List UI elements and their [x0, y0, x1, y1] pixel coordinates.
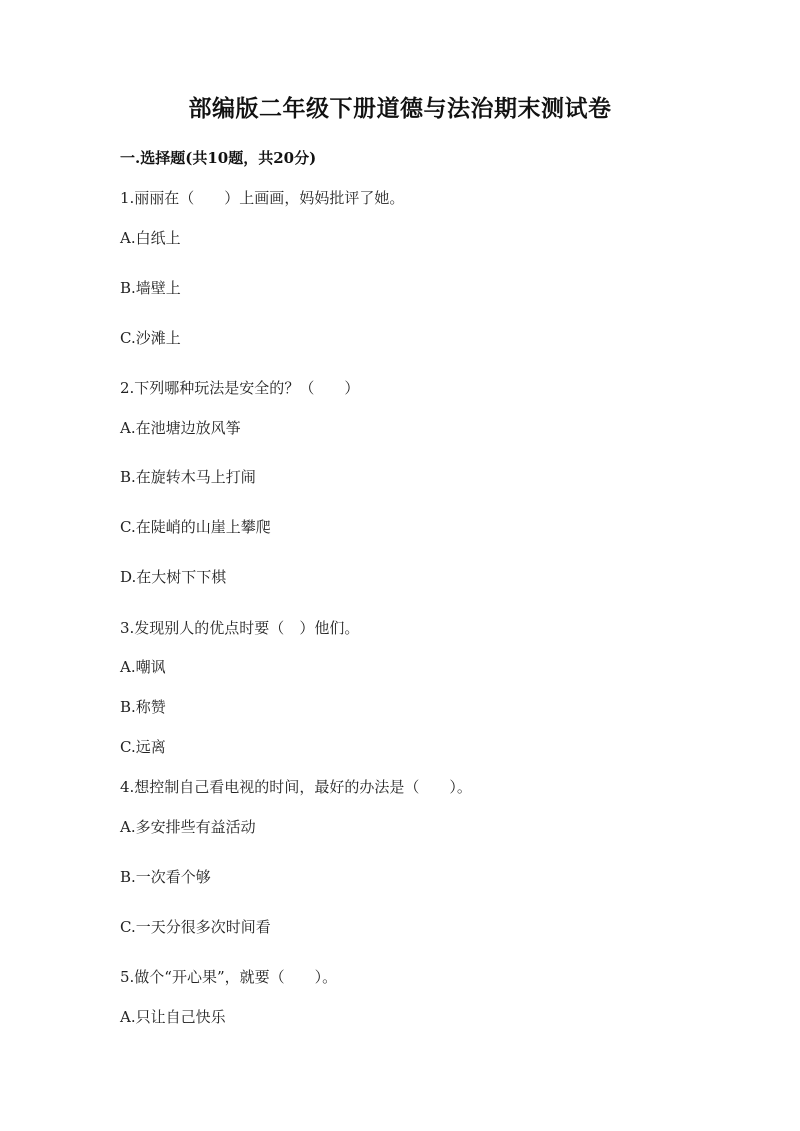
question-stem: 5.做个“开心果”，就要（ ）。: [120, 968, 338, 986]
option-item: A.嘲讽: [120, 658, 166, 676]
option-item: A.在池塘边放风筝: [120, 419, 241, 437]
section-heading: 一.选择题(共10题，共20分): [120, 149, 317, 167]
option-item: C.在陡峭的山崖上攀爬: [120, 518, 271, 536]
question-stem: 1.丽丽在（ ）上画画，妈妈批评了她。: [120, 189, 405, 207]
question-stem: 4.想控制自己看电视的时间，最好的办法是（ ）。: [120, 778, 472, 796]
option-item: C.一天分很多次时间看: [120, 918, 271, 936]
question-stem: 2.下列哪种玩法是安全的？（ ）: [120, 379, 360, 397]
option-item: B.称赞: [120, 698, 166, 716]
option-item: A.多安排些有益活动: [120, 818, 256, 836]
option-item: B.一次看个够: [120, 868, 211, 886]
option-item: A.白纸上: [120, 229, 181, 247]
question-stem: 3.发现别人的优点时要（ ）他们。: [120, 619, 360, 637]
option-item: C.远离: [120, 738, 166, 756]
option-item: D.在大树下下棋: [120, 568, 227, 586]
option-item: C.沙滩上: [120, 329, 181, 347]
option-item: B.墙壁上: [120, 279, 181, 297]
option-item: A.只让自己快乐: [120, 1008, 226, 1026]
page-title: 部编版二年级下册道德与法治期末测试卷: [188, 95, 612, 122]
option-item: B.在旋转木马上打闹: [120, 468, 256, 486]
